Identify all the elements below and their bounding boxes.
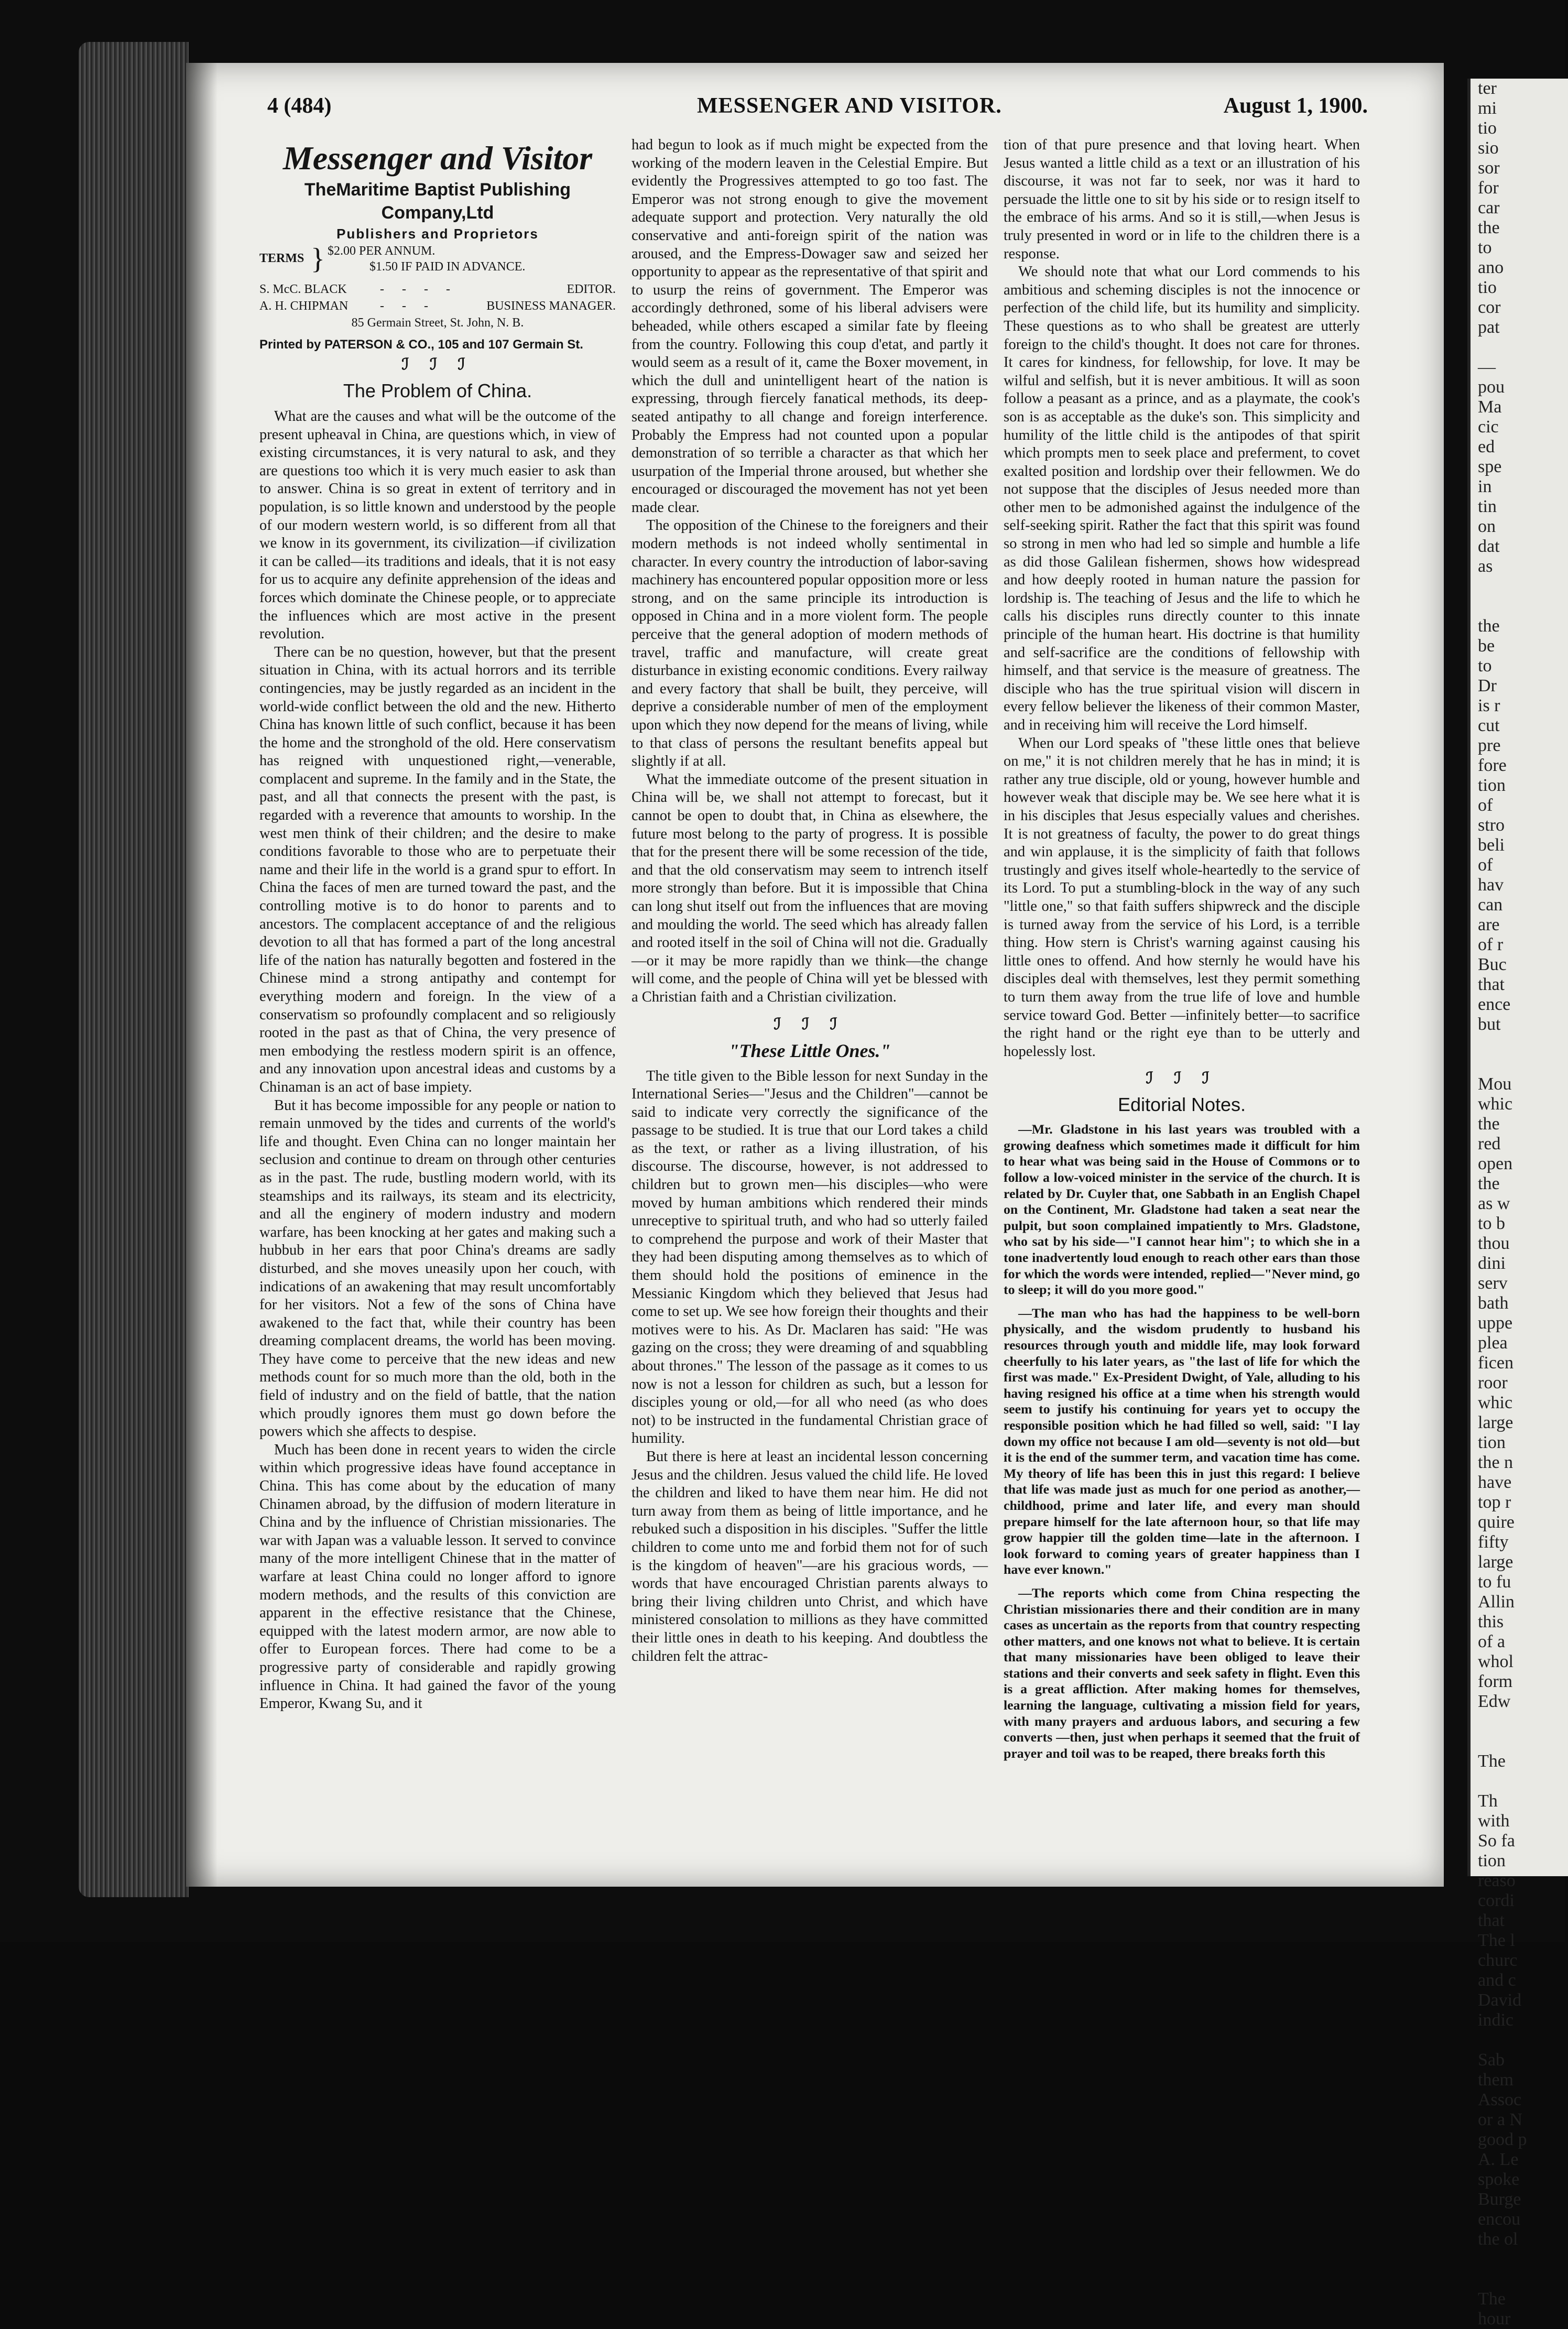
paper-title: MESSENGER AND VISITOR. (697, 94, 1002, 118)
article-paragraph: When our Lord speaks of "these little ones that believe on me," it is not children merely that he has in mind; it is rather any true disciple, old or young, however humble and however weak that disciple may be. We see here what it is in his disciples that Jesus especially values and cherishes. It is not greatness of faculty, the power to do great things and win applause, it is the simplicity of faith that follows trustingly and gives itself whole-heartedly to the service of its Lord. To put a stumbling-block in the way of any such "little one," so that faith suffers shipwreck and the disciple is turned away from the service of his Lord, is a terrible thing. How stern is Christ's warning against causing his little ones to offend. And how sternly he would have his disciples deal with themselves, lest they permit something to turn them away from the true life of love and humble service toward God. Better —infinitely better—to sacrifice the right hand or the right eye than to be utterly and hopelessly lost. (1004, 735, 1360, 1060)
article-paragraph: But it has become impossible for any people or nation to remain unmoved by the tides and currents of the world's life and thought. Even China can no longer maintain her seclusion and continue to dream on through other centuries as in the past. The rude, bustling modern world, with its steamships and its railways, its steam and its electricity, and all the enginery of modern industry and modern warfare, has been knocking at her gates and making such a hubbub in her ears that poor China's dreams are sadly disturbed, and she moves uneasily upon her couch, with indications of an awakening that may result uncomfortably for her visitors. Not a few of the sons of China have awakened to the fact that, while their country has been dreaming complacent dreams, the world has been moving. They have come to perceive that the new ideas and new methods count for so much more than the old, both in the field of industry and on the field of battle, that the nation which proudly ignores them must go down before the powers which she affects to despise. (259, 1097, 616, 1440)
terms-advance: $1.50 IF PAID IN ADVANCE. (369, 260, 526, 274)
article-title-little-ones: "These Little Ones." (728, 1040, 891, 1061)
ornament-divider: ℐ ℐ ℐ (774, 1015, 846, 1033)
subscription-terms (259, 243, 616, 276)
newspaper-page (186, 63, 1444, 1887)
article-paragraph: The opposition of the Chinese to the foreigners and their modern methods is not indeed wholly sentimental in character. In every country the introduction of labor-saving machinery has encountered popular opposition more or less strong, and on the same principle its introduction is opposed in China and in a more violent form. The people perceive that the general adoption of modern methods of travel, traffic and manufacture, will create great disturbance in existing economic conditions. Every railway and every factory that shall be built, they perceive, will deprive a considerable number of men of the employment upon which they now depend for the means of living, while to that class of persons the resultant benefits appeal but slightly if at all. (631, 517, 988, 770)
ornament-divider: ℐ ℐ ℐ (1146, 1070, 1218, 1087)
book-page-edges (79, 42, 189, 1897)
office-address: 85 Germain Street, St. John, N. B. (351, 316, 524, 330)
staff-list (259, 281, 616, 331)
article-paragraph: had begun to look as if much might be expected from the working of the modern leaven in the Celestial Empire. But evidently the Progressives attempted to go too fast. The Emperor was not strong enough to give the movement adequate support and protection. Very naturally the old conservative and anti-foreign spirit of the nation was aroused, and the Empress-Dowager saw and seized her opportunity to appear as the representative of that spirit and to usurp the reins of government. The Emperor was accordingly dethroned, some of his liberal advisers were beheaded, while others escaped a similar fate by fleeing from the country. Following this coup d'etat, and partly it would seem as a result of it, came the Boxer movement, in which the dull and unintelligent heart of the nation is expressing, through fiercely fanatical methods, its deep-seated antipathy to all change and foreign interference. Probably the Empress had not counted upon a popular demonstration of so terrible a character as that which her usurpation of the Imperial throne aroused, but whether she encouraged or discouraged the movement has not yet been made clear. (631, 137, 988, 516)
terms-annual: $2.00 PER ANNUM. (328, 244, 435, 258)
article-paragraph: We should note that what our Lord commends to his ambitious and scheming disciples is not the innocence or perfection of the child life, but its humility and simplicity. These questions as to who shall be greatest are utterly foreign to the child's thought. It does not care for thrones. It cares for kindness, for fellowship, for love. It may be wilful and selfish, but it is never ambitious. It will as soon follow a peasant as a prince, and as a playmate, the cook's son is as acceptable as the duke's son. This simplicity and humility of the little child is the antipodes of that spirit which prompts men to seek place and preferment, to covet exalted position and lordship over their fellowmen. We do not suppose that the disciples of Jesus needed more than other men to be admonished against the indulgence of the self-seeking spirit. Rather the fact that this spirit was found so strong in men who had led so simple and humble a life as did those Galilean fishermen, shows how widespread and how deeply rooted in human nature the passion for lordship is. The teaching of Jesus and the life to which he calls his disciples runs directly counter to this innate principle of the human heart. His doctrine is that humility and self-sacrifice are the conditions of fellowship with himself, and that service is the measure of greatness. The disciple who has the true spiritual vision will discern in every fellow believer the likeness of their common Master, and in receiving him will receive the Lord himself. (1004, 264, 1360, 733)
brace-glyph: } (311, 243, 325, 275)
terms-label: TERMS (259, 252, 304, 265)
article-paragraph: There can be no question, however, but that the present situation in China, with its actual horrors and its terrible contingencies, may be justly regarded as an incident in the world-wide conflict between the old and the new. Hitherto China has known little of such conflict, because it has been the home and the stronghold of the old. Here conservatism has reigned with unquestioned right,—venerable, complacent and supreme. In the family and in the State, the past, and all that connects the present with the past, is regarded with a reverence that amounts to worship. In the west men think of their children; and the desire to make conditions favorable to those who are to perpetuate their name and their life in the world is a grand spur to effort. In China the faces of men are turned toward the past, and the controlling motive is to do honor to parents and to ancestors. The complacent acceptance of and the religious devotion to all that has formed a part of the long ancestral life of the nation has naturally begotten and fostered in the Chinese mind a strong antipathy and contempt for everything modern and foreign. In the view of a conservatism so profoundly complacent and so religiously rooted in the past as that of China, the very presence of men embodying the restless modern spirit is an offence, and any innovation upon ancestral ideas and customs by a Chinaman is an act of base impiety. (259, 644, 616, 1095)
editor-row (259, 281, 616, 298)
article-paragraph: What the immediate outcome of the present situation in China will be, we shall not attempt to forecast, but it cannot be open to doubt that, in China as elsewhere, the future most belong to the party of progress. It is possible that for the present there will be some recession of the tide, and that the old conservatism may seem to intrench itself more strongly than before. But it is impossible that China can long shut itself out from the influences that are moving and moulding the world. The seed which has already fallen and rooted itself in the soil of China will not die. Gradually—or it may be more rapidly than we think—the change will come, and the people of China will yet be blessed with a Christian faith and a Christian civilization. (631, 771, 988, 1005)
article-title-china: The Problem of China. (343, 380, 532, 401)
article-paragraph: But there is here at least an incidental lesson concerning Jesus and the children. Jesus valued the child life. He loved the children and liked to have them near him. He did not turn away from them as being of little importance, and he rebuked such a disposition in his disciples. "Suffer the little children to come unto me and forbid them not for of such is the kingdom of heaven"—are his gracious words, —words that have encouraged Christian parents always to bring their living children unto Christ, and which have ministered consolation to millions as they have committed their little ones in death to his keeping. And doubtless the children felt the attrac- (631, 1448, 988, 1664)
editorial-notes-body (1004, 1122, 1360, 1761)
article-title-editorial-notes: Editorial Notes. (1117, 1094, 1246, 1116)
publisher-name: TheMaritime Baptist Publishing Company,Ltd (304, 180, 571, 223)
adjacent-page-text: ter mi tio sio sor for car the to ano tio cor pat — pou Ma cic ed spe in tin on dat as the be to Dr is r cut pre fore tion of stro beli of hav can are of r Buc that ence but Mou whic the red open the as w to b thou dini serv bath uppe plea ficen roor whic large tion the n have top r quire fifty large to fu Allin this of a whol form Edw The Th with So fa tion reaso cordi that The l churc and c David indic Sab them Assoc or a N good p A. Le spoke Burge encou the ol The hour (1478, 79, 1527, 2328)
running-head (267, 93, 1368, 125)
masthead-title: Messenger and Visitor (282, 139, 593, 177)
article-paragraph: Much has been done in recent years to widen the circle within which progressive ideas have found acceptance in China. This has come about by the education of many Chinamen abroad, by the diffusion of modern literature in China and by the influence of Christian missionaries. The war with Japan was a valuable lesson. It served to convince many of the more intelligent Chinese that in the matter of warfare at least China could no longer afford to ignore modern methods, and the results of this conviction are apparent in the effective resistance that the Chinese, equipped with the latest modern armor, are now able to offer to European forces. There had come to be a progressive party of considerable and rapidly growing influence in China. It had gained the favor of the young Emperor, Kwang Su, and it (259, 1441, 616, 1712)
editorial-note: —Mr. Gladstone in his last years was troubled with a growing deafness which sometimes made it difficult for him to hear what was being said in the House of Commons or to follow a low-voiced minister in the service of the church. It is related by Dr. Cuyler that, one Sabbath in an English Chapel on the Continent, Mr. Gladstone had taken a seat near the pulpit, but soon complained impatiently to Mrs. Gladstone, who sat by his side—"I cannot hear him"; to which she in a tone inadvertently loud enough to reach other ears than those for which the words were intended, replied—"Never mind, go to sleep; it will do you more good." (1004, 1122, 1360, 1298)
article-paragraph: tion of that pure presence and that loving heart. When Jesus wanted a little child as a text or an illustration of his discourse, it was not far to seek, nor was it hard to persuade the little one to sit by his side or to resign itself to the embrace of his arms. And so it is still,—when Jesus is truly presented in word or in life to the children there is a response. (1004, 137, 1360, 262)
editorial-note: —The reports which come from China respecting the Christian missionaries there and their condition are in many cases as uncertain as the reports from that country respecting other matters, and one knows not what to believe. It is certain that many missionaries have been obliged to leave their stations and their converts and seek safety in flight. Even this is a great affliction. After making homes for themselves, learning the language, cultivating a mission field for years, with many prayers and arduous labors, and securing a few converts —then, just when perhaps it seemed that the fruit of prayer and toil was to be reaped, there breaks forth this (1004, 1585, 1360, 1761)
column-3 (1004, 136, 1360, 1769)
leader-dashes: - - - (380, 299, 435, 313)
page-number: 4 (484) (267, 94, 332, 118)
editorial-note: —The man who has had the happiness to be well-born physically, and the wisdom prudently to husband his resources through youth and middle life, may look forward cheerfully to his later years, as "the last of life for which the first was made." Ex-President Dwight, of Yale, alluding to his having resigned his office at a time when his strength would seem to justify his continuing for years yet to occupy the responsible position which he had filled so well, said: "I lay down my office not because I am old—seventy is not old—but it is the end of the summer term, and vacation time has come. My theory of life has been this in just this regard: I believe that life was made just as much for one period as another,—childhood, prime and later life, and every man should prepare himself for the late afternoon hour, so that life may grow happier till the golden time—late in the afternoon. I look forward to coming years of greater happiness than I have ever known." (1004, 1305, 1360, 1577)
column-2 (631, 136, 988, 1666)
adjacent-page-sliver (1467, 79, 1568, 2328)
editor-role: EDITOR. (567, 282, 616, 296)
column-1 (259, 136, 616, 1713)
leader-dashes: - - - - (380, 282, 458, 296)
spine-shadow (186, 63, 217, 1887)
article-paragraph: The title given to the Bible lesson for next Sunday in the International Series—"Jesus and the Children"—cannot be said to indicate very correctly the significance of the passage to be studied. It is true that our Lord takes a child as the text, or rather as a living illustration, of his discourse. The discourse, however, is not addressed to children but to grown men—his disciples—who were moved by human ambitions which rendered their minds unreceptive to spiritual truth, and who had so utterly failed to comprehend the purpose and work of their Master that they had been disputing among themselves as to which of them should hold the positions of eminence in the Messianic Kingdom which they believed that Jesus had come to set up. We see how foreign their thoughts and their motives were to his. As Dr. Maclaren has said: "He was gazing on the cross; they were dreaming of and squabbling about thrones." The lesson of the passage as it comes to us now is not a lesson for children as such, but a lesson for disciples young or old,—for all who need (as who does not) to be instructed in the fundamental Christian grace of humility. (631, 1068, 988, 1447)
manager-row (259, 298, 616, 314)
manager-name: A. H. CHIPMAN (259, 299, 349, 313)
manager-role: BUSINESS MANAGER. (486, 299, 616, 313)
editor-name: S. McC. BLACK (259, 282, 347, 296)
issue-date: August 1, 1900. (1223, 94, 1368, 118)
proprietors-line: Publishers and Proprietors (336, 226, 539, 242)
article-paragraph: What are the causes and what will be the outcome of the present upheaval in China, are questions which, in view of existing circumstances, it is very natural to ask, and they are questions too which it is very much easier to ask than to answer. China is so great in extent of territory and in population, is so little known and understood by the people of our modern western world, is so different from all that we know in its government, its civilization—if civilization it can be called—its traditions and ideals, that it is not easy for us to acquire any definite apprehension of the ideas and forces which dominate the Chinese people, or to appreciate the influences which are most active in the present revolution. (259, 408, 616, 643)
ornament-divider: ℐ ℐ ℐ (401, 356, 474, 373)
printer-credit: Printed by PATERSON & CO., 105 and 107 Germain St. (259, 338, 583, 352)
